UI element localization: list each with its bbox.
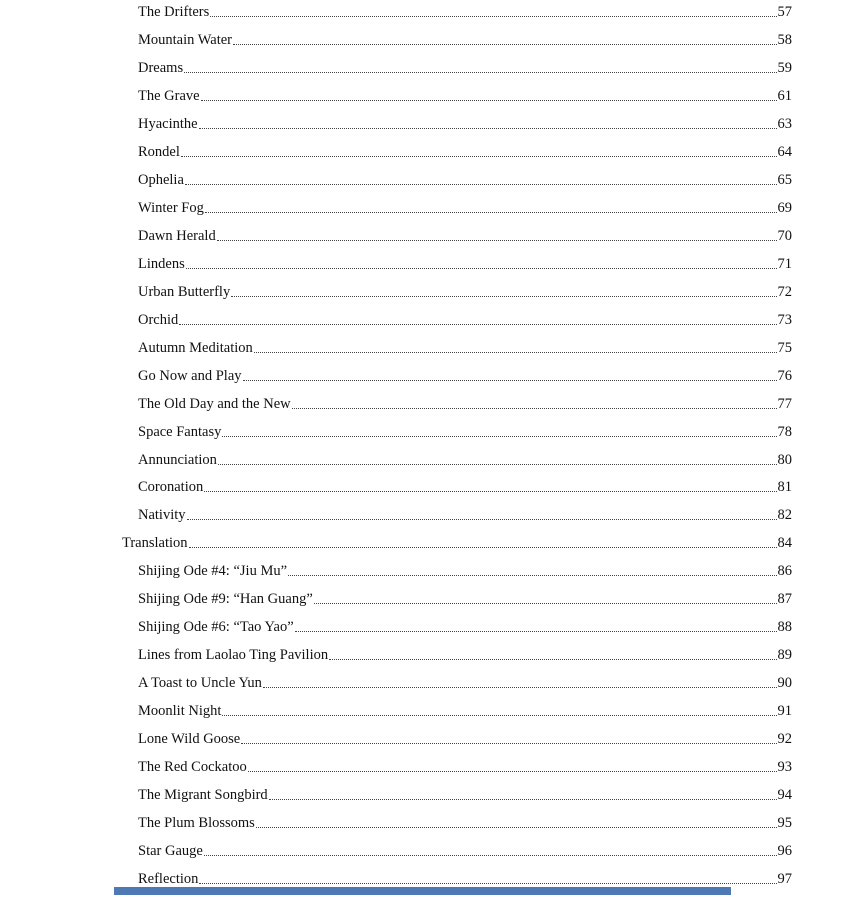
toc-entry-title: Urban Butterfly	[138, 283, 231, 300]
toc-entry-page-number: 91	[777, 703, 792, 720]
toc-entry-page-number: 63	[777, 115, 792, 132]
toc-entry-title: Orchid	[138, 311, 179, 328]
toc-entry-title: The Plum Blossoms	[138, 815, 255, 832]
toc-entry-page-number: 80	[777, 451, 792, 468]
toc-entry[interactable]	[138, 450, 792, 470]
toc-entry-title: Dreams	[138, 59, 184, 76]
toc-entry[interactable]	[138, 673, 792, 693]
toc-dot-leader	[233, 43, 776, 45]
toc-entry[interactable]	[138, 729, 792, 749]
toc-entry-title: Annunciation	[138, 451, 217, 468]
toc-entry-page-number: 82	[777, 507, 792, 524]
toc-entry[interactable]	[138, 701, 792, 721]
toc-entry-page-number: 89	[777, 647, 792, 664]
toc-dot-leader	[181, 155, 777, 157]
toc-entry-title: The Old Day and the New	[138, 395, 291, 412]
toc-entry[interactable]	[138, 645, 792, 665]
toc-entry-page-number: 78	[777, 423, 792, 440]
toc-entry-page-number: 95	[777, 815, 792, 832]
toc-entry-page-number: 76	[777, 367, 792, 384]
toc-dot-leader	[204, 854, 777, 856]
toc-entry[interactable]	[138, 226, 792, 246]
toc-entry-page-number: 96	[777, 843, 792, 860]
toc-entry-title: Autumn Meditation	[138, 339, 253, 356]
toc-dot-leader	[179, 323, 776, 325]
toc-entry-page-number: 73	[777, 311, 792, 328]
toc-entry-page-number: 64	[777, 143, 792, 160]
toc-entry-title: Coronation	[138, 479, 204, 496]
toc-entry-title: Shijing Ode #4: “Jiu Mu”	[138, 563, 288, 580]
toc-entry-page-number: 81	[777, 479, 792, 496]
toc-entry[interactable]	[138, 2, 792, 22]
toc-entry-page-number: 71	[777, 255, 792, 272]
toc-entry[interactable]	[138, 198, 792, 218]
toc-dot-leader	[186, 267, 777, 269]
toc-dot-leader	[329, 658, 776, 660]
toc-entry-title: Hyacinthe	[138, 115, 198, 132]
toc-entry-page-number: 87	[777, 591, 792, 608]
toc-entry-page-number: 86	[777, 563, 792, 580]
toc-entry[interactable]	[138, 841, 792, 861]
toc-entry[interactable]	[138, 254, 792, 274]
toc-entry-title: Winter Fog	[138, 199, 204, 216]
toc-entry-page-number: 69	[777, 199, 792, 216]
toc-dot-leader	[210, 15, 776, 17]
toc-entry-title: Shijing Ode #9: “Han Guang”	[138, 591, 313, 608]
toc-dot-leader	[199, 882, 776, 884]
toc-entry[interactable]	[138, 338, 792, 358]
toc-entry-title: The Drifters	[138, 4, 210, 20]
toc-entry-title: The Red Cockatoo	[138, 759, 247, 776]
toc-entry-page-number: 75	[777, 339, 792, 356]
toc-dot-leader	[314, 602, 777, 604]
toc-dot-leader	[222, 435, 776, 437]
toc-entry-page-number: 92	[777, 731, 792, 748]
toc-entry-page-number: 65	[777, 171, 792, 188]
toc-dot-leader	[263, 686, 777, 688]
toc-entry-title: Star Gauge	[138, 843, 203, 860]
toc-entry-title: Lines from Laolao Ting Pavilion	[138, 647, 329, 664]
toc-entry-title: Lindens	[138, 255, 185, 272]
toc-dot-leader	[292, 407, 777, 409]
toc-entry[interactable]	[138, 142, 792, 162]
toc-entry-title: Go Now and Play	[138, 367, 242, 384]
toc-entry-page-number: 84	[777, 535, 792, 552]
toc-dot-leader	[248, 770, 777, 772]
toc-dot-leader	[243, 379, 777, 381]
toc-entry-page-number: 93	[777, 759, 792, 776]
toc-entry[interactable]	[122, 533, 792, 553]
toc-dot-leader	[218, 463, 777, 465]
toc-entry-page-number: 72	[777, 283, 792, 300]
toc-dot-leader	[256, 826, 777, 828]
toc-dot-leader	[199, 127, 777, 129]
toc-dot-leader	[189, 546, 777, 548]
toc-entry-page-number: 59	[777, 59, 792, 76]
toc-entry-page-number: 61	[777, 87, 792, 104]
toc-entry-page-number: 88	[777, 619, 792, 636]
toc-entry-page-number: 57	[777, 4, 792, 20]
toc-dot-leader	[201, 99, 777, 101]
toc-dot-leader	[187, 518, 777, 520]
toc-dot-leader	[254, 351, 777, 353]
toc-dot-leader	[295, 630, 777, 632]
toc-entry-title: Mountain Water	[138, 31, 233, 48]
toc-entry-title: A Toast to Uncle Yun	[138, 675, 262, 692]
toc-entry-page-number: 77	[777, 395, 792, 412]
toc-entry-title: Translation	[122, 535, 188, 552]
toc-dot-leader	[222, 714, 776, 716]
toc-entry-title: Rondel	[138, 143, 180, 160]
toc-dot-leader	[184, 71, 776, 73]
toc-entry[interactable]	[138, 366, 792, 386]
toc-entry-page-number: 90	[777, 675, 792, 692]
toc-entry[interactable]	[138, 589, 792, 609]
toc-entry-title: Lone Wild Goose	[138, 731, 241, 748]
toc-entry[interactable]	[138, 86, 792, 106]
toc-entry[interactable]	[138, 757, 792, 777]
page-bottom-accent-bar	[114, 887, 731, 895]
toc-entry[interactable]	[138, 394, 792, 414]
toc-dot-leader	[185, 183, 777, 185]
toc-entry[interactable]	[138, 170, 792, 190]
toc-entry-page-number: 97	[777, 871, 792, 888]
toc-entry[interactable]	[138, 785, 792, 805]
toc-dot-leader	[217, 239, 777, 241]
toc-dot-leader	[231, 295, 776, 297]
toc-entry[interactable]	[138, 422, 792, 442]
toc-entry[interactable]	[138, 813, 792, 833]
toc-entry-title: Ophelia	[138, 171, 184, 188]
toc-entry-title: Dawn Herald	[138, 227, 216, 244]
toc-dot-leader	[269, 798, 777, 800]
toc-dot-leader	[204, 490, 776, 492]
toc-entry-page-number: 70	[777, 227, 792, 244]
toc-entry-title: Reflection	[138, 871, 199, 888]
toc-entry-title: The Migrant Songbird	[138, 787, 268, 804]
toc-entry[interactable]	[138, 617, 792, 637]
toc-entry[interactable]	[138, 561, 792, 581]
toc-entry[interactable]	[138, 58, 792, 78]
toc-entry-title: Moonlit Night	[138, 703, 222, 720]
toc-entry-title: Space Fantasy	[138, 423, 222, 440]
toc-dot-leader	[288, 574, 776, 576]
toc-entry-title: Nativity	[138, 507, 186, 524]
toc-entry-title: The Grave	[138, 87, 200, 104]
toc-entry-page-number: 58	[777, 31, 792, 48]
toc-entry-title: Shijing Ode #6: “Tao Yao”	[138, 619, 294, 636]
toc-entry[interactable]	[138, 477, 792, 497]
toc-entry[interactable]	[138, 310, 792, 330]
toc-entry[interactable]	[138, 282, 792, 302]
toc-dot-leader	[241, 742, 776, 744]
toc-entry[interactable]	[138, 114, 792, 134]
toc-entry[interactable]	[138, 30, 792, 50]
toc-dot-leader	[205, 211, 777, 213]
toc-entry[interactable]	[138, 505, 792, 525]
toc-entry-page-number: 94	[777, 787, 792, 804]
